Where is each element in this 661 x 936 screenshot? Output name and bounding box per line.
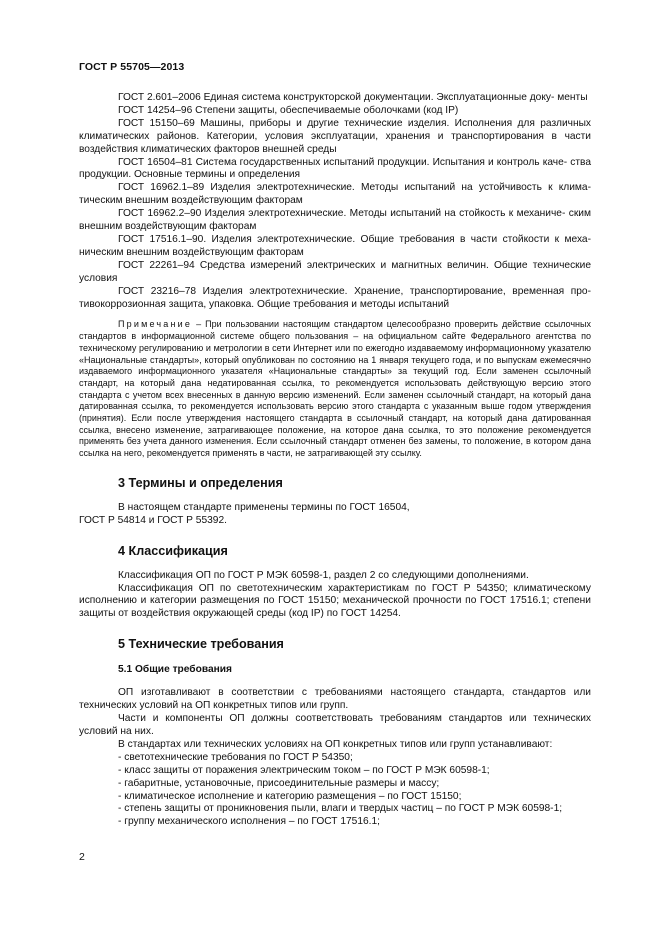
subsection-5-1-title: 5.1 Общие требования (118, 664, 232, 676)
list-item: - степень защиты от проникновения пыли, влаги и твердых частиц – по ГОСТ Р МЭК 60598-1; (118, 803, 563, 815)
ref-item: ГОСТ 23216–78 Изделия электротехнические. Хранение, транспортирование, временная про- тивокоррозионная защита, упаковка. Общие требования и методы испытаний (79, 285, 591, 310)
section-3-title: 3 Термины и определения (118, 475, 283, 490)
ref-item: ГОСТ 16962.1–89 Изделия электротехнические. Методы испытаний на устойчивость к клима- тическим внешним воздействующим факторам (79, 182, 591, 207)
note-text: – При пользовании настоящим стандартом целесообразно проверить действие ссылочных стандартов в информационной системе общего пользования – на официальном сайте Федерального агентства по техническому регулированию и метрологии в сети Интернет или по ежегодно издаваемому информационному указателю «Национальные стандарты», который опубликован по состоянию на 1 января текущего года, и по выпускам ежемесячно издаваемого информационного указателя «Национальные стандарты» за текущий год. Если заменен ссылочный стандарт, на который дана недатированная ссылка, то рекомендуется использовать действующую версию этого стандарта с учетом всех внесенных в данную версию изменений. Если заменен ссылочный стандарт, на который дана датированная ссылка, то рекомендуется использовать версию этого стандарта с указанным выше годом утверждения (принятия). Если после утверждения настоящего стандарта в ссылочный стандарт, на который дана датированная ссылка, внесено изменение, затрагивающее положение, на которое дана ссылка, то это положение рекомендуется применять без учета данного изменения. Если ссылочный стандарт отменен без замены, то положение, в котором дана ссылка на него, рекомендуется применять в части, не затрагивающей эту ссылку. (79, 319, 591, 459)
ref-item: ГОСТ 14254–96 Степени защиты, обеспечиваемые оболочками (код IP) (118, 104, 459, 116)
ref-item: ГОСТ 16504–81 Система государственных испытаний продукции. Испытания и контроль каче- ства продукции. Основные термины и определения (79, 156, 591, 181)
section-3-line: ГОСТ Р 54814 и ГОСТ Р 55392. (79, 514, 227, 526)
section-5-paragraph: Части и компоненты ОП должны соответствовать требованиям стандартов или технических условий на них. (79, 713, 591, 737)
ref-item: ГОСТ 22261–94 Средства измерений электрических и магнитных величин. Общие технические условия (79, 259, 591, 284)
page-number: 2 (79, 851, 85, 863)
document-header: ГОСТ Р 55705—2013 (79, 61, 185, 73)
document-body (79, 92, 591, 829)
list-item: - климатическое исполнение и категорию размещения – по ГОСТ 15150; (118, 790, 462, 802)
section-4-paragraph: Классификация ОП по ГОСТ Р МЭК 60598-1, раздел 2 со следующими дополнениями. (118, 569, 529, 581)
section-4-paragraph: Классификация ОП по светотехническим характеристикам по ГОСТ Р 54350; климатическому исполнению и категории размещения по ГОСТ 15150; механической прочности по ГОСТ 17516.1; степени защиты от воздействия окружающей среды (код IP) по ГОСТ 14254. (79, 582, 591, 620)
section-3-line: В настоящем стандарте применены термины по ГОСТ 16504, (118, 501, 410, 513)
list-item: - группу механического исполнения – по ГОСТ 17516.1; (118, 816, 380, 828)
normative-references (79, 92, 591, 311)
list-item: - габаритные, установочные, присоединительные размеры и массу; (118, 777, 440, 789)
section-4-title: 4 Классификация (118, 543, 228, 558)
ref-item: ГОСТ 2.601–2006 Единая система конструкторской документации. Эксплуатационные доку- менты (118, 92, 588, 103)
ref-item: ГОСТ 17516.1–90. Изделия электротехнические. Общие требования в части стойкости к меха- ническим внешним воздействующим факторам (79, 233, 591, 258)
ref-item: ГОСТ 15150–69 Машины, приборы и другие технические изделия. Исполнения для различных климатических районов. Категории, условия эксплуатации, хранения и транспортирования в части воздействия климатических факторов внешней среды (79, 117, 591, 155)
section-5-title: 5 Технические требования (118, 637, 284, 652)
note-label: Примечание (118, 319, 193, 330)
list-item: - светотехнические требования по ГОСТ Р 54350; (118, 751, 353, 763)
note-paragraph (79, 319, 591, 459)
list-item: - класс защиты от поражения электрическим током – по ГОСТ Р МЭК 60598-1; (118, 764, 490, 776)
ref-item: ГОСТ 16962.2–90 Изделия электротехнические. Методы испытаний на стойкость к механиче- ским внешним воздействующим факторам (79, 208, 591, 233)
section-5-paragraph: ОП изготавливают в соответствии с требованиями настоящего стандарта, стандартов или технических условий на ОП конкретных типов или групп. (79, 687, 591, 712)
section-5-paragraph: В стандартах или технических условиях на ОП конкретных типов или групп устанавливают: (118, 738, 553, 750)
